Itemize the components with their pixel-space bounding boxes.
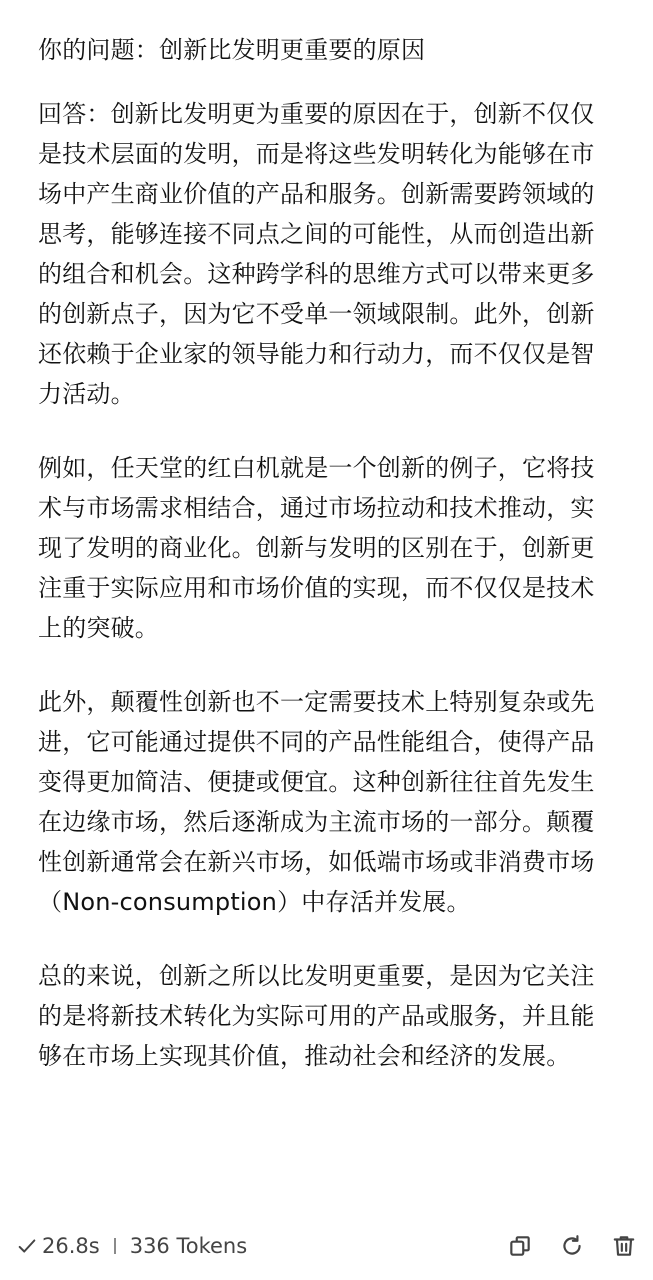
footer-divider	[114, 1238, 116, 1254]
answer-paragraph-4: 总的来说，创新之所以比发明更重要，是因为它关注的是将新技术转化为实际可用的产品或服务，并且能够在市场上实现其价值，推动社会和经济的发展。	[38, 962, 595, 1070]
message-actions	[507, 1233, 637, 1259]
generation-time: 26.8s	[42, 1234, 100, 1258]
chat-message	[38, 30, 618, 1110]
copy-button[interactable]	[507, 1233, 533, 1259]
answer-paragraph-2: 例如，任天堂的红白机就是一个创新的例子，它将技术与市场需求相结合，通过市场拉动和技术推动，实现了发明的商业化。创新与发明的区别在于，创新更注重于实际应用和市场价值的实现，而不仅仅是技术上的突破。	[38, 454, 595, 642]
message-footer	[16, 1226, 637, 1266]
regenerate-button[interactable]	[559, 1233, 585, 1259]
question-text: 你的问题：创新比发明更重要的原因	[38, 36, 426, 64]
token-count: 336 Tokens	[129, 1234, 248, 1258]
trash-icon	[611, 1233, 637, 1259]
delete-button[interactable]	[611, 1233, 637, 1259]
refresh-icon	[559, 1233, 585, 1259]
answer-paragraph-1: 回答：创新比发明更为重要的原因在于，创新不仅仅是技术层面的发明，而是将这些发明转化为能够在市场中产生商业价值的产品和服务。创新需要跨领域的思考，能够连接不同点之间的可能性，从而创造出新的组合和机会。这种跨学科的思维方式可以带来更多的创新点子，因为它不受单一领域限制。此外，创新还依赖于企业家的领导能力和行动力，而不仅仅是智力活动。	[38, 100, 595, 408]
copy-icon	[507, 1233, 533, 1259]
check-icon	[16, 1235, 38, 1257]
answer-paragraph-3: 此外，颠覆性创新也不一定需要技术上特别复杂或先进，它可能通过提供不同的产品性能组合，使得产品变得更加简洁、便捷或便宜。这种创新往往首先发生在边缘市场，然后逐渐成为主流市场的一部分。颠覆性创新通常会在新兴市场，如低端市场或非消费市场（Non-consumption）中存活并发展。	[38, 688, 595, 916]
